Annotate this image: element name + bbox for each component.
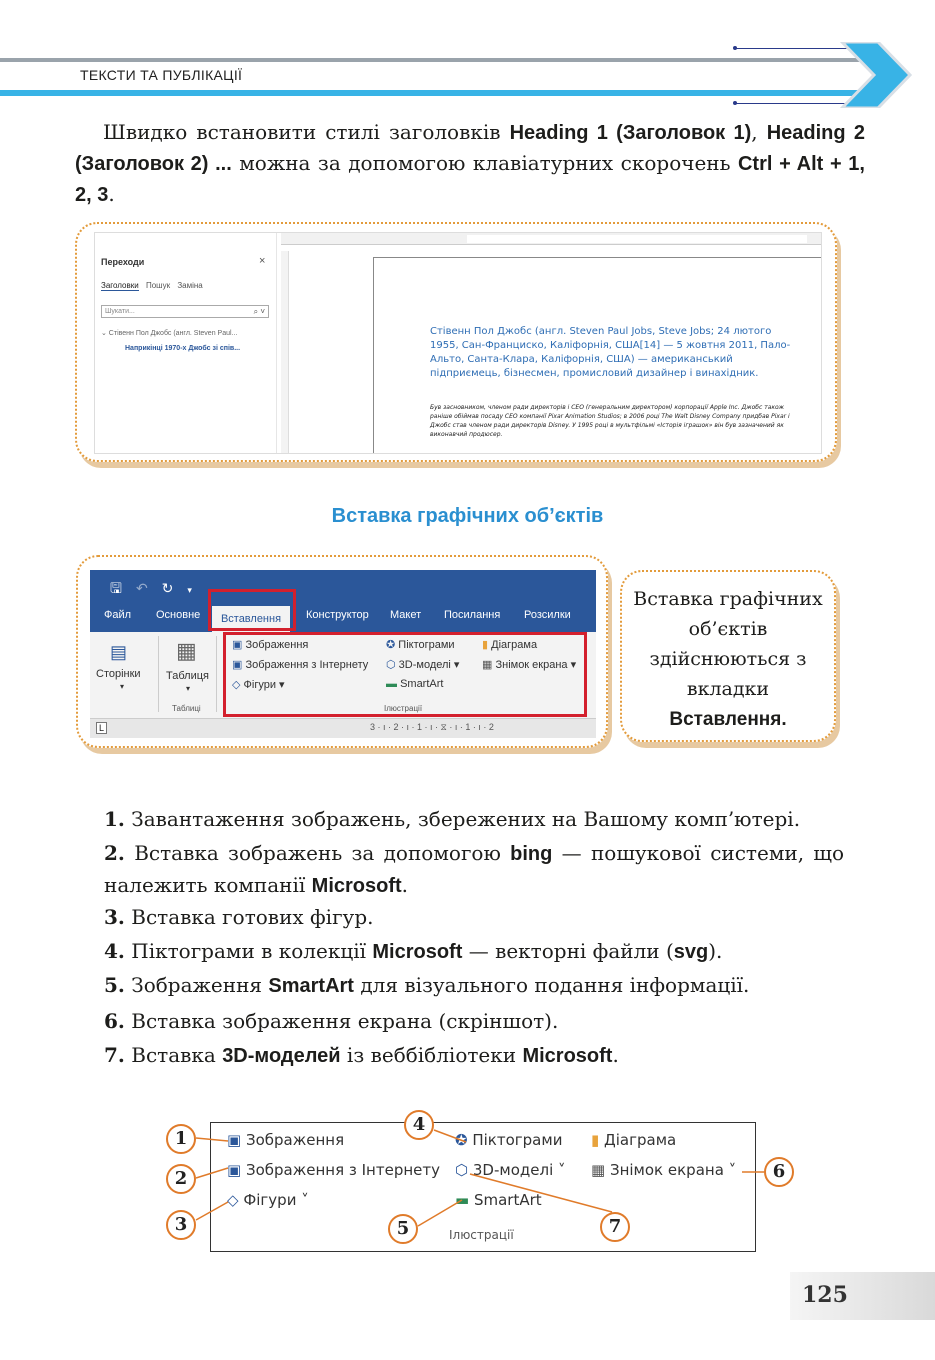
pages-icon: ▤ [110,642,128,662]
shapes-button[interactable]: ◇ Фігури ˅ [227,1191,309,1209]
tab-layout[interactable]: Макет [390,609,422,621]
shapes-button[interactable]: ◇ Фігури ▾ [232,679,285,691]
online-pictures-button[interactable]: ▣ Зображення з Інтернету [232,659,369,671]
list-item: 5. Зображення SmartArt для візуального подання інформації. [104,973,750,997]
tab-mailings[interactable]: Розсилки [524,609,571,621]
screenshot-button[interactable]: ▦ Знімок екрана ▾ [482,659,577,671]
callout-badge-6: 6 [764,1157,794,1187]
tab-file[interactable]: Файл [104,609,132,621]
tab-references[interactable]: Посилання [444,609,501,621]
customize-icon[interactable]: ▾ [187,585,192,595]
smartart-button[interactable]: ▬ SmartArt [386,678,444,690]
page-number: 125 [802,1282,848,1308]
tab-home[interactable]: Основне [156,609,201,621]
list-item: 3. Вставка готових фігур. [104,905,374,929]
tab-stop-icon[interactable]: L [96,722,107,734]
illustrations-group-label: Ілюстрації [384,704,423,713]
document-heading-text: Стівенн Пол Джобс (англ. Steven Paul Jobs, Steve Jobs; 24 лютого 1955, Сан-Франциско, Каліфорнія, США[14] — 5 жовтня 2011, Пало-Альто, Санта-Клара, Каліфорнія, США) — американський підприємець, бізнесмен, промисловий дизайнер і винахідник. [430,326,791,379]
search-icon: ⌕ ˅ [253,307,265,316]
save-icon[interactable]: 🖫 [110,580,122,596]
callout-text: Вставка графічних об’єктів здійснюються з вкладки Вставлення. [633,588,823,730]
pictures-button[interactable]: ▣ Зображення [232,639,309,651]
list-item: 7. Вставка 3D-моделей із веббібліотеки Microsoft. [104,1043,619,1067]
tables-group-label: Таблиці [172,704,201,713]
list-item: 4. Піктограми в колекції Microsoft — векторні файли (svg). [104,939,723,963]
3d-models-button[interactable]: ⬡ 3D-моделі ˅ [455,1161,566,1179]
page-number-tab [790,1272,935,1320]
close-icon[interactable]: × [259,255,266,267]
redo-icon[interactable]: ↻ [161,580,174,596]
online-pictures-button[interactable]: ▣ Зображення з Інтернету [227,1161,440,1179]
chevron-down-icon: ▾ [120,682,125,691]
document-body-text: Був засновником, членом ради директорів і CEO (генеральним директором) корпорації Apple Inc. Джобс також раніше обіймав посаду CEO компанії Pixar Animation Studios; в 2006 році The Walt Disney Company придбав Pixar і Джобс став членом ради директорів Disney. У 1995 році в мультфільмі «Історія іграшок» він був зазначений як виконавчий продюсер. [430,404,790,438]
callout-badge-1: 1 [166,1124,196,1154]
section-heading: Вставка графічних об’єктів [331,505,604,527]
smartart-button[interactable]: ▬ SmartArt [455,1191,542,1209]
list-item: 1. Завантаження зображень, збережених на Вашому комп’ютері. [104,807,801,831]
tab-replace[interactable]: Заміна [177,281,203,290]
pages-button[interactable]: Сторінки [96,668,141,680]
pictures-button[interactable]: ▣ Зображення [227,1131,345,1149]
callout-badge-7: 7 [600,1212,630,1242]
ruler-numbers: 3 · ı · 2 · ı · 1 · ı · ⧖ · ı · 1 · ı · 2 [370,722,494,732]
chart-button[interactable]: ▮ Діаграма [482,639,538,651]
table-icon: ▦ [176,638,197,663]
nav-heading-item-active[interactable]: Наприкінці 1970-х Джобс зі спів... [125,345,241,352]
tab-search[interactable]: Пошук [145,281,171,290]
list-item: 6. Вставка зображення екрана (скріншот). [104,1009,559,1033]
nav-heading-item[interactable]: ⌄ Стівенн Пол Джобс (англ. Steven Paul... [101,330,238,337]
nav-search-input[interactable]: Шукати... ⌕ ˅ [101,305,269,318]
3d-models-button[interactable]: ⬡ 3D-моделі ▾ [386,659,460,671]
table-button[interactable]: Таблиця [166,670,209,682]
tab-headings[interactable]: Заголовки [101,281,139,290]
callout-badge-3: 3 [166,1210,196,1240]
chevron-down-icon: ▾ [186,684,191,693]
intro-paragraph: Швидко встановити стилі заголовків Heading 1 (Заголовок 1), Heading 2 (Заголовок 2) ... можна за допомогою клавіатурних скорочень Ctrl + Alt + 1, 2, 3. [75,120,865,206]
illustrations-group-label: Ілюстрації [449,1228,514,1242]
icons-button[interactable]: ✪ Піктограми [386,639,455,651]
list-item: 2. Вставка зображень за допомогою bing — пошукової системи, що належить компанії Microsoft. [104,841,844,897]
callout-badge-5: 5 [388,1214,418,1244]
nav-pane-title: Переходи [101,257,145,267]
callout-badge-2: 2 [166,1164,196,1194]
undo-icon[interactable]: ↶ [135,580,148,596]
callout-badge-4: 4 [404,1110,434,1140]
section-title: ТЕКСТИ ТА ПУБЛІКАЦІЇ [80,67,243,83]
tab-design[interactable]: Конструктор [306,609,369,621]
tab-insert[interactable]: Вставлення [212,606,290,632]
chart-button[interactable]: ▮ Діаграма [591,1131,677,1149]
screenshot-button[interactable]: ▦ Знімок екрана ˅ [591,1161,737,1179]
icons-button[interactable]: ✪ Піктограми [455,1131,563,1149]
